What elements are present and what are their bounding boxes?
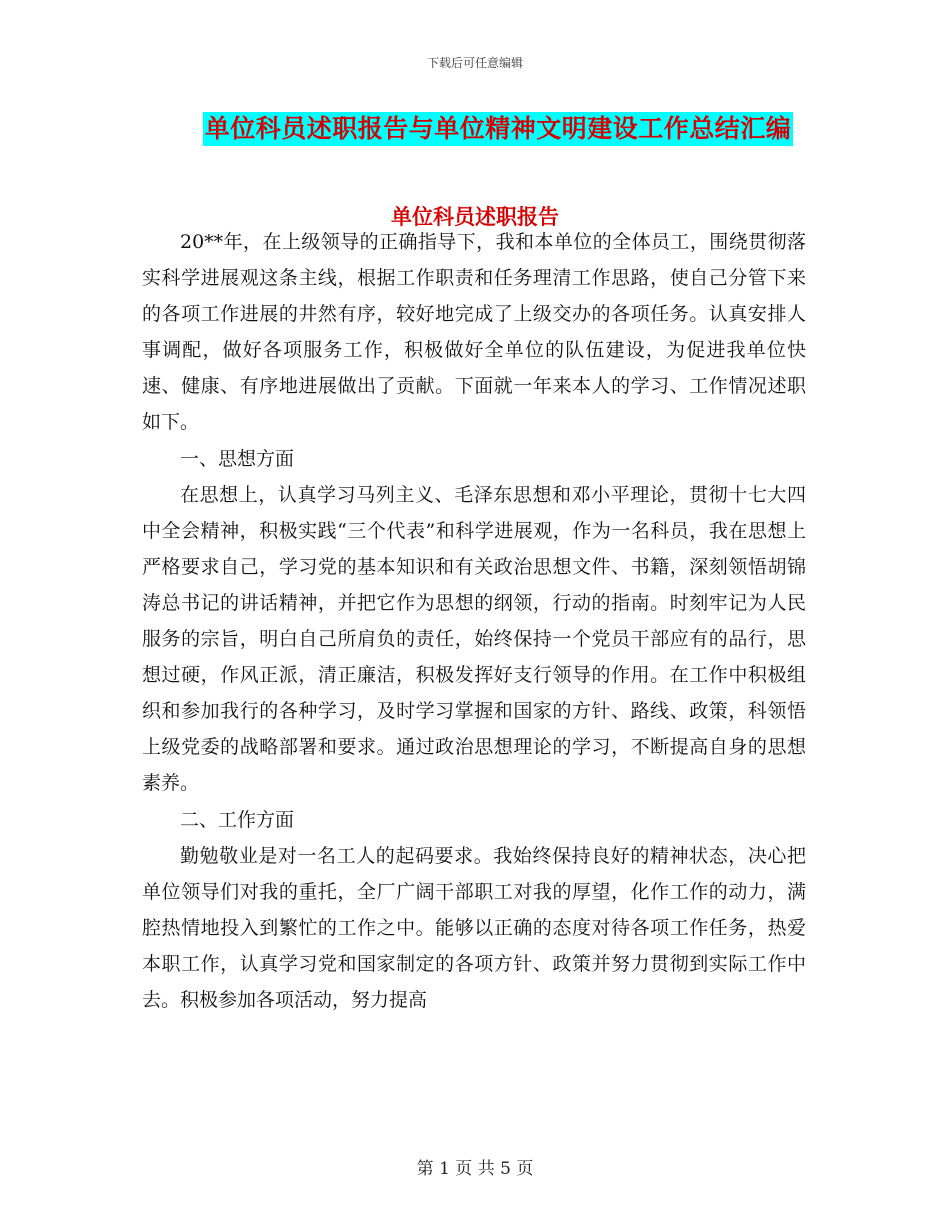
document-body: [142, 224, 806, 1018]
heading-work: 二、工作方面: [180, 808, 295, 831]
heading-thought: 一、思想方面: [180, 447, 295, 470]
paragraph-intro: 20**年，在上级领导的正确指导下，我和本单位的全体员工，围绕贯彻落实科学进展观这条主线，根据工作职责和任务理清工作思路，使自己分管下来的各项工作进展的井然有序，较好地完成了上级交办的各项任务。认真安排人事调配，做好各项服务工作，积极做好全单位的队伍建设，为促进我单位快速、健康、有序地进展做出了贡献。下面就一年来本人的学习、工作情况述职如下。: [142, 231, 806, 434]
paragraph-thought: 在思想上，认真学习马列主义、毛泽东思想和邓小平理论，贯彻十七大四中全会精神，积极实践“三个代表”和科学进展观，作为一名科员，我在思想上严格要求自己，学习党的基本知识和有关政治思想文件、书籍，深刻领悟胡锦涛总书记的讲话精神，并把它作为思想的纲领，行动的指南。时刻牢记为人民服务的宗旨，明白自己所肩负的责任，始终保持一个党员干部应有的品行，思想过硬，作风正派，清正廉洁，积极发挥好支行领导的作用。在工作中积极组织和参加我行的各种学习，及时学习掌握和国家的方针、路线、政策，科领悟上级党委的战略部署和要求。通过政治思想理论的学习，不断提高自身的思想素养。: [142, 483, 806, 795]
section-title: 单位科员述职报告: [391, 205, 559, 229]
paragraph-work: 勤勉敬业是对一名工人的起码要求。我始终保持良好的精神状态，决心把单位领导们对我的重托，全厂广阔干部职工对我的厚望，化作工作的动力，满腔热情地投入到繁忙的工作之中。能够以正确的态度对待各项工作任务，热爱本职工作，认真学习党和国家制定的各项方针、政策并努力贯彻到实际工作中去。积极参加各项活动，努力提高: [142, 844, 806, 1011]
document-title-container: [0, 112, 950, 146]
page-number: 第 1 页 共 5 页: [416, 1159, 534, 1179]
document-title: 单位科员述职报告与单位精神文明建设工作总结汇编: [203, 112, 794, 146]
page-header-note: 下载后可任意编辑: [426, 56, 523, 70]
